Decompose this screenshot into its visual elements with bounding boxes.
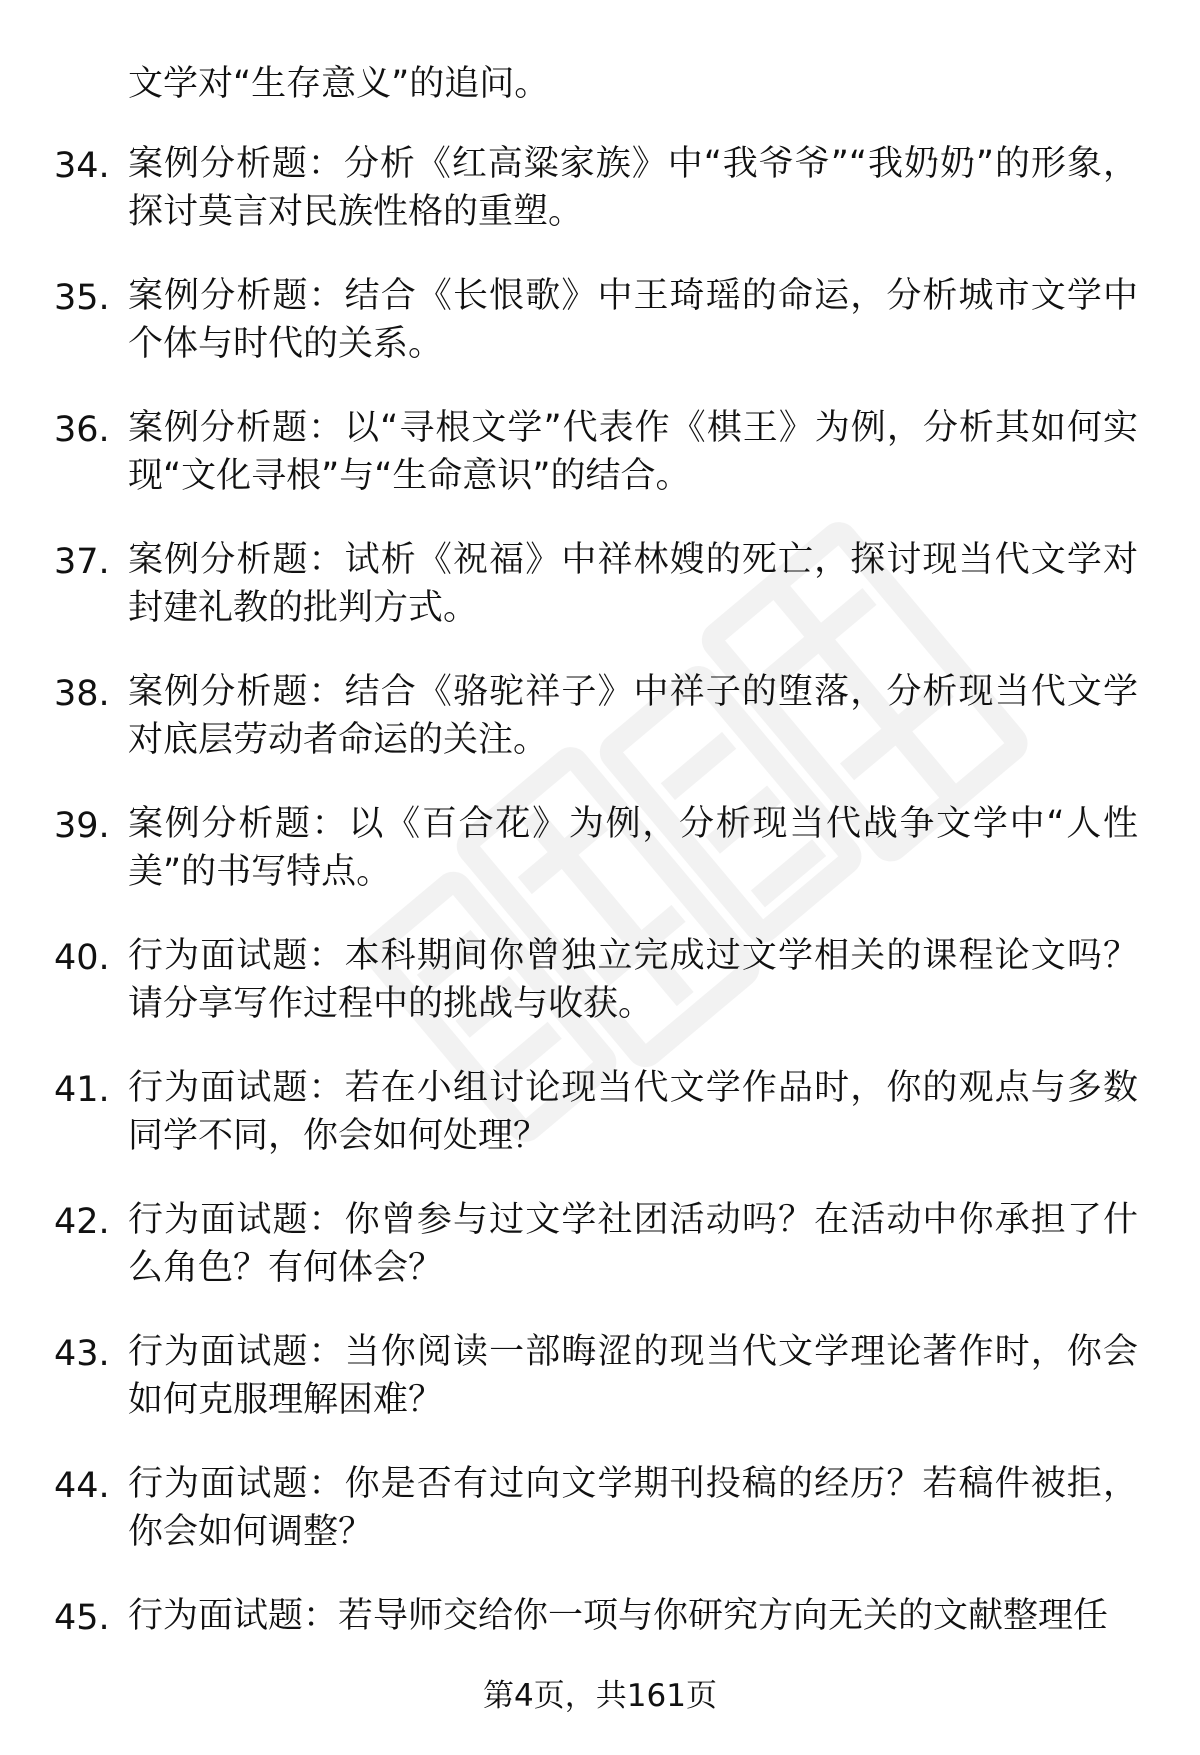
- list-item: [0, 1196, 1200, 1328]
- list-item: [0, 272, 1200, 404]
- question-text: 行为面试题：若导师交给你一项与你研究方向无关的文献整理任: [128, 1596, 1109, 1636]
- list-item: [0, 1328, 1200, 1460]
- question-text: 行为面试题：若在小组讨论现当代文学作品时，你的观点与多数同学不同，你会如何处理？: [128, 1068, 1138, 1156]
- question-number: 35.: [54, 278, 110, 318]
- question-text: 案例分析题：试析《祝福》中祥林嫂的死亡，探讨现当代文学对封建礼教的批判方式。: [128, 540, 1138, 628]
- question-text: 案例分析题：以《百合花》为例，分析现当代战争文学中“人性美”的书写特点。: [128, 804, 1138, 892]
- list-item: [0, 932, 1200, 1064]
- question-number: 37.: [54, 542, 110, 582]
- page-footer: 第4页，共161页: [483, 1678, 717, 1714]
- list-item: [0, 536, 1200, 668]
- question-number: 34.: [54, 146, 110, 186]
- question-number: 42.: [54, 1202, 110, 1242]
- question-number: 36.: [54, 410, 110, 450]
- list-item: [0, 800, 1200, 932]
- continuation-text: 文学对“生存意义”的追问。: [128, 64, 550, 104]
- list-item: [0, 668, 1200, 800]
- question-number: 41.: [54, 1070, 110, 1110]
- question-text: 案例分析题：分析《红高粱家族》中“我爷爷”“我奶奶”的形象，探讨莫言对民族性格的重塑。: [128, 144, 1138, 232]
- question-number: 40.: [54, 938, 110, 978]
- question-text: 案例分析题：结合《骆驼祥子》中祥子的堕落，分析现当代文学对底层劳动者命运的关注。: [128, 672, 1138, 760]
- question-text: 行为面试题：本科期间你曾独立完成过文学相关的课程论文吗？请分享写作过程中的挑战与收获。: [128, 936, 1138, 1024]
- question-text: 行为面试题：你是否有过向文学期刊投稿的经历？若稿件被拒，你会如何调整？: [128, 1464, 1138, 1552]
- question-text: 行为面试题：当你阅读一部晦涩的现当代文学理论著作时，你会如何克服理解困难？: [128, 1332, 1138, 1420]
- question-number: 43.: [54, 1334, 110, 1374]
- question-text: 案例分析题：以“寻根文学”代表作《棋王》为例，分析其如何实现“文化寻根”与“生命意识”的结合。: [128, 408, 1138, 496]
- question-number: 44.: [54, 1466, 110, 1506]
- question-number: 39.: [54, 806, 110, 846]
- question-text: 行为面试题：你曾参与过文学社团活动吗？在活动中你承担了什么角色？有何体会？: [128, 1200, 1138, 1288]
- question-text: 案例分析题：结合《长恨歌》中王琦瑶的命运，分析城市文学中个体与时代的关系。: [128, 276, 1138, 364]
- list-item: [0, 404, 1200, 536]
- list-item: [0, 1064, 1200, 1196]
- question-number: 45.: [54, 1598, 110, 1638]
- list-item: [0, 1460, 1200, 1592]
- list-item: [0, 140, 1200, 272]
- question-list: [0, 140, 1200, 1724]
- question-number: 38.: [54, 674, 110, 714]
